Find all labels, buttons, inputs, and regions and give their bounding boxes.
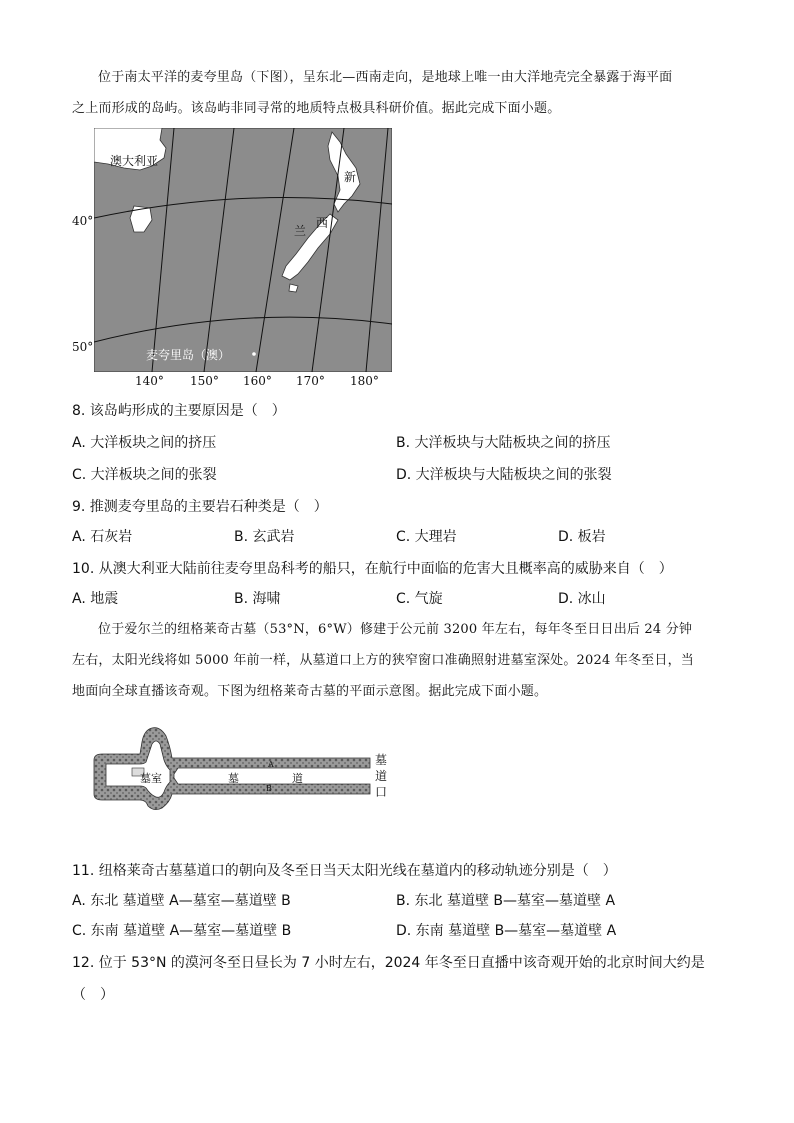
question-8-option-b[interactable]: B. 大洋板块与大陆板块之间的挤压	[396, 435, 611, 451]
question-12-stem-line-2: （ ）	[72, 987, 114, 1003]
passage-2-line-2: 左右，太阳光线将如 5000 年前一样，从墓道口上方的狭窄窗口准确照射进墓室深处。2024 年冬至日，当	[72, 653, 694, 668]
tomb-plan-svg	[88, 722, 388, 812]
question-11-stem: 11. 纽格莱奇古墓墓道口的朝向及冬至日当天太阳光线在墓道内的移动轨迹分别是（ ）	[72, 863, 617, 879]
question-10-option-d[interactable]: D. 冰山	[558, 591, 606, 607]
macquarie-island-marker	[252, 352, 256, 356]
passage-1	[72, 62, 722, 124]
question-11-option-b[interactable]: B. 东北 墓道壁 B—墓室—墓道壁 A	[396, 893, 616, 909]
question-8-option-c[interactable]: C. 大洋板块之间的张裂	[72, 467, 217, 483]
question-10-option-c[interactable]: C. 气旋	[396, 591, 443, 607]
question-11-option-a[interactable]: A. 东北 墓道壁 A—墓室—墓道壁 B	[72, 893, 291, 909]
question-12-stem: 12. 位于 53°N 的漠河冬至日昼长为 7 小时左右，2024 年冬至日直播中该奇观开始的北京时间大约是	[72, 955, 705, 971]
label-entrance-2: 道	[375, 769, 388, 783]
label-wall-a: A	[268, 760, 274, 769]
label-wall-b: B	[266, 784, 272, 793]
passage-2	[72, 614, 722, 707]
question-10-stem: 10. 从澳大利亚大陆前往麦夸里岛科考的船只，在航行中面临的危害大且概率高的威胁来自（ ）	[72, 561, 673, 577]
label-passage-1: 墓	[228, 772, 239, 785]
passage-1-line-1: 位于南太平洋的麦夸里岛（下图），呈东北—西南走向，是地球上唯一由大洋地壳完全暴露于海平面	[98, 70, 673, 85]
label-new-zealand-3: 兰	[294, 224, 307, 238]
label-new-zealand-2: 西	[316, 216, 329, 230]
lat-label-50: 50°	[72, 340, 94, 354]
passage-2-line-3: 地面向全球直播该奇观。下图为纽格莱奇古墓的平面示意图。据此完成下面小题。	[72, 684, 548, 699]
lon-label-160: 160°	[243, 374, 272, 388]
question-10-option-a[interactable]: A. 地震	[72, 591, 119, 607]
lon-label-180: 180°	[350, 374, 379, 388]
question-9-stem: 9. 推测麦夸里岛的主要岩石种类是（ ）	[72, 499, 328, 515]
label-entrance-1: 墓	[375, 753, 388, 767]
label-entrance-3: 口	[375, 785, 388, 799]
passage-1-line-2: 之上而形成的岛屿。该岛屿非同寻常的地质特点极具科研价值。据此完成下面小题。	[72, 101, 561, 116]
lon-label-150: 150°	[190, 374, 219, 388]
question-9-option-a[interactable]: A. 石灰岩	[72, 529, 133, 545]
question-8-stem: 8. 该岛屿形成的主要原因是（ ）	[72, 403, 286, 419]
question-11-option-c[interactable]: C. 东南 墓道壁 A—墓室—墓道壁 B	[72, 923, 292, 939]
label-chamber: 墓室	[140, 772, 162, 785]
question-9-option-b[interactable]: B. 玄武岩	[234, 529, 295, 545]
question-9-option-d[interactable]: D. 板岩	[558, 529, 606, 545]
passage-2-line-1: 位于爱尔兰的纽格莱奇古墓（53°N，6°W）修建于公元前 3200 年左右，每年冬至日日出后 24 分钟	[98, 622, 693, 637]
label-macquarie-island: 麦夸里岛（澳）	[146, 348, 231, 362]
question-10-option-b[interactable]: B. 海啸	[234, 591, 281, 607]
question-9-option-c[interactable]: C. 大理岩	[396, 529, 457, 545]
label-passage-2: 道	[292, 772, 303, 785]
question-11-option-d[interactable]: D. 东南 墓道壁 B—墓室—墓道壁 A	[396, 923, 617, 939]
label-entrance	[375, 752, 387, 800]
label-australia: 澳大利亚	[110, 154, 159, 168]
lat-label-40: 40°	[72, 214, 94, 228]
lon-label-140: 140°	[135, 374, 164, 388]
question-8-option-d[interactable]: D. 大洋板块与大陆板块之间的张裂	[396, 467, 612, 483]
lon-label-170: 170°	[296, 374, 325, 388]
map-southwest-pacific	[94, 128, 392, 390]
question-8-option-a[interactable]: A. 大洋板块之间的挤压	[72, 435, 217, 451]
label-new-zealand-1: 新	[344, 170, 357, 184]
tomb-plan-diagram	[88, 722, 388, 812]
